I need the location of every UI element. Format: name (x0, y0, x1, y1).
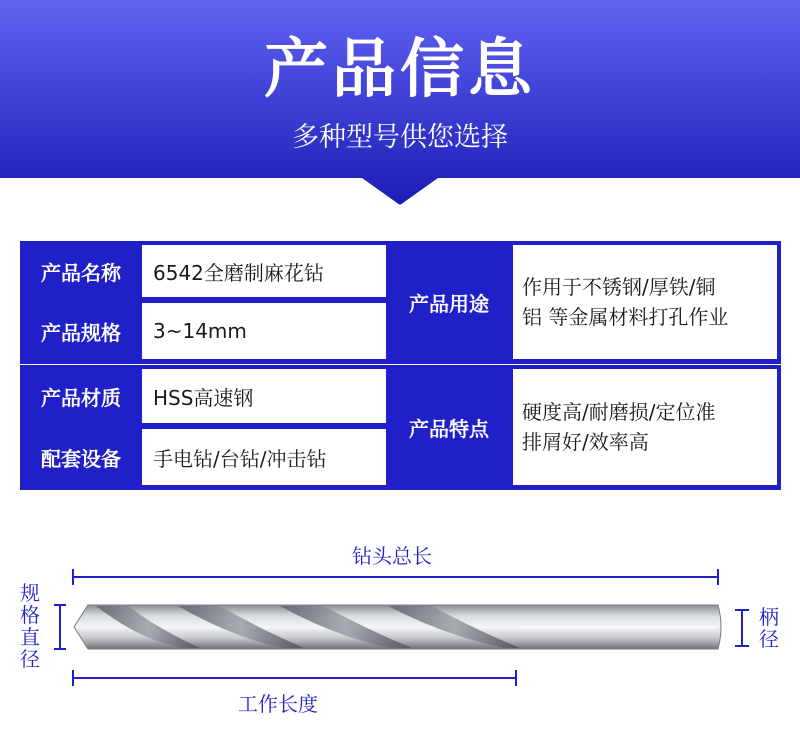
drill-dimension-diagram (0, 530, 800, 729)
value-product-material: HSS高速钢 (142, 369, 386, 423)
value-equipment: 手电钻/台钻/冲击钻 (142, 429, 386, 485)
drill-bit (74, 605, 721, 649)
diameter-char-3: 直 (20, 625, 40, 649)
value-product-usage (513, 245, 777, 359)
page-title: 产品信息 (264, 33, 536, 107)
working-length-line (73, 670, 516, 686)
total-length-label: 钻头总长 (352, 544, 432, 568)
value-product-features (513, 369, 777, 485)
total-length-line (73, 569, 718, 585)
label-product-spec: 产品规格 (25, 303, 137, 359)
label-equipment: 配套设备 (25, 429, 137, 485)
usage-line-2: 铝 等金属材料打孔作业 (522, 305, 729, 329)
diameter-char-4: 径 (20, 647, 40, 671)
shank-char-1: 柄 (759, 605, 779, 629)
usage-line-1: 作用于不锈钢/厚铁/铜 (522, 275, 716, 299)
value-product-spec: 3~14mm (142, 303, 386, 359)
label-product-name: 产品名称 (25, 245, 137, 297)
shank-char-2: 径 (759, 627, 779, 651)
shank-label (757, 606, 781, 650)
feature-line-1: 硬度高/耐磨损/定位准 (522, 400, 716, 424)
page-subtitle: 多种型号供您选择 (292, 122, 508, 153)
feature-line-2: 排屑好/效率高 (522, 430, 649, 454)
diameter-char-1: 规 (20, 581, 40, 605)
header-banner (0, 0, 800, 205)
diameter-char-2: 格 (20, 603, 40, 627)
label-product-features: 产品特点 (390, 369, 508, 485)
value-product-name: 6542全磨制麻花钻 (142, 245, 386, 297)
diameter-bracket (54, 605, 66, 649)
label-product-usage: 产品用途 (390, 245, 508, 359)
working-length-label: 工作长度 (238, 692, 318, 716)
shank-bracket (735, 610, 749, 646)
diameter-label (18, 582, 42, 670)
label-product-material: 产品材质 (25, 369, 137, 423)
